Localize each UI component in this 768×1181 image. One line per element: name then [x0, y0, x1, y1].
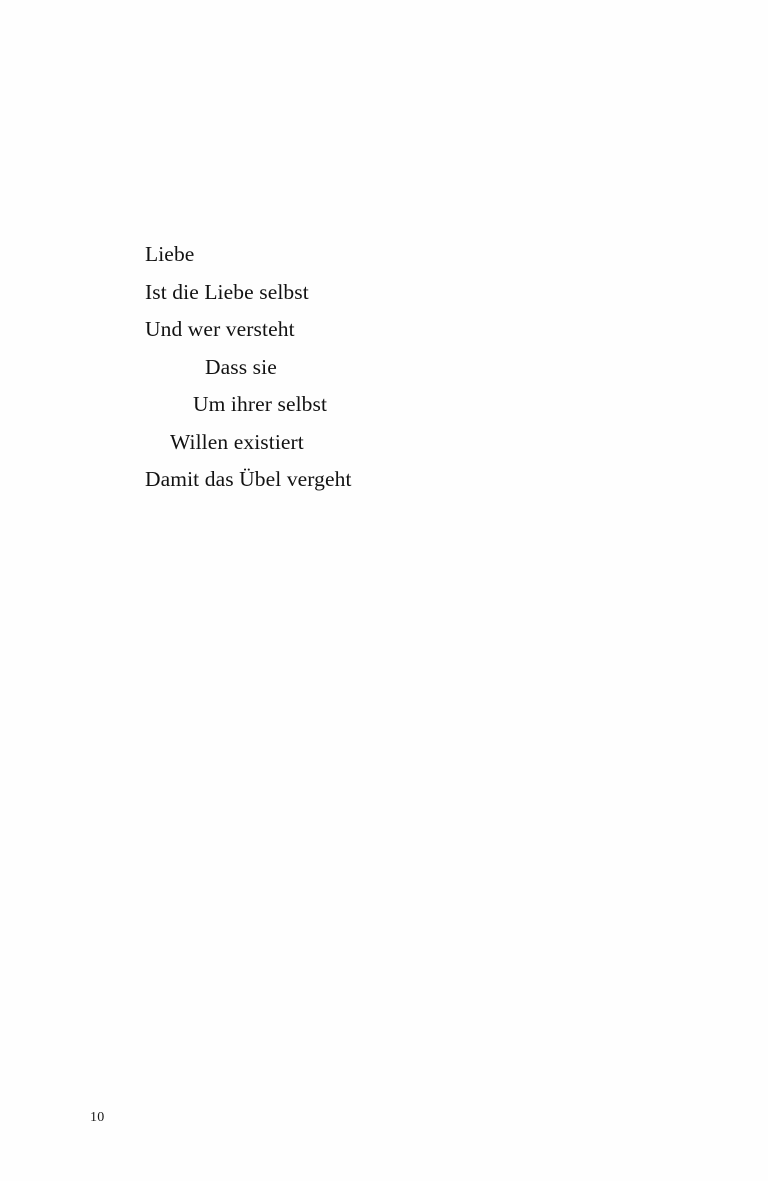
poem-line: Dass sie	[205, 354, 277, 379]
poem-line: Willen existiert	[170, 429, 304, 454]
poem-line: Damit das Übel vergeht	[145, 467, 352, 491]
poem-line: Um ihrer selbst	[193, 392, 328, 416]
poem-line: Ist die Liebe selbst	[145, 279, 309, 304]
poem-body	[145, 236, 665, 499]
poem-line: Und wer versteht	[145, 317, 295, 341]
poem-line: Liebe	[145, 242, 195, 266]
page-number: 10	[90, 1110, 105, 1125]
